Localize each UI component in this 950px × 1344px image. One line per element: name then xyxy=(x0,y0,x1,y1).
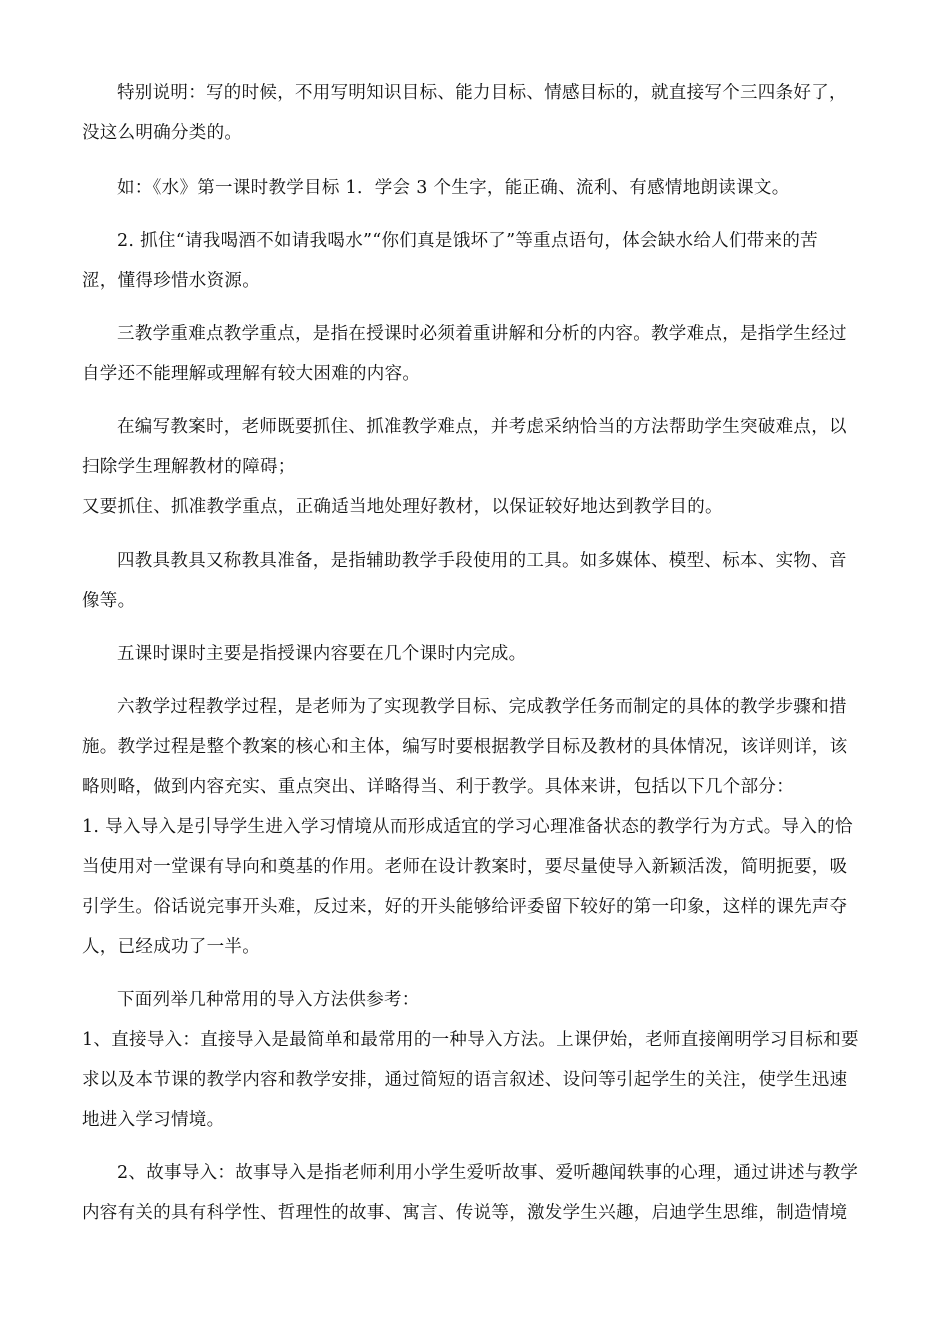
paragraph-line: 特别说明：写的时候，不用写明知识目标、能力目标、情感目标的，就直接写个三四条好了， xyxy=(117,83,847,103)
paragraph-line: 施。教学过程是整个教案的核心和主体，编写时要根据教学目标及教材的具体情况，该详则详，该 xyxy=(82,737,848,757)
paragraph-line: 人，已经成功了一半。 xyxy=(82,937,260,957)
paragraph-line: 像等。 xyxy=(82,591,136,611)
paragraph-line: 自学还不能理解或理解有较大困难的内容。 xyxy=(82,364,421,384)
paragraph-line: 1. 导入导入是引导学生进入学习情境从而形成适宜的学习心理准备状态的教学行为方式。导入的恰 xyxy=(82,817,853,837)
paragraph-line: 内容有关的具有科学性、哲理性的故事、寓言、传说等，激发学生兴趣，启迪学生思维，制造情境 xyxy=(82,1203,848,1223)
paragraph-line: 在编写教案时，老师既要抓住、抓准教学难点，并考虑采纳恰当的方法帮助学生突破难点，以 xyxy=(117,417,847,437)
paragraph-line: 引学生。俗话说完事开头难，反过来，好的开头能够给评委留下较好的第一印象，这样的课先声夺 xyxy=(82,897,848,917)
paragraph-line: 涩，懂得珍惜水资源。 xyxy=(82,271,260,291)
paragraph-line: 五课时课时主要是指授课内容要在几个课时内完成。 xyxy=(117,644,527,664)
paragraph-line: 2、故事导入：故事导入是指老师利用小学生爱听故事、爱听趣闻轶事的心理，通过讲述与教学 xyxy=(117,1163,859,1183)
paragraph-line: 2. 抓住“请我喝酒不如请我喝水”“你们真是饿坏了”等重点语句，体会缺水给人们带来的苦 xyxy=(117,231,818,251)
paragraph-line: 又要抓住、抓准教学重点，正确适当地处理好教材，以保证较好地达到教学目的。 xyxy=(82,497,723,517)
paragraph-line: 三教学重难点教学重点，是指在授课时必须着重讲解和分析的内容。教学难点，是指学生经过 xyxy=(117,324,847,344)
paragraph-line: 求以及本节课的教学内容和教学安排，通过简短的语言叙述、设问等引起学生的关注，使学生迅速 xyxy=(82,1070,848,1090)
paragraph-line: 地进入学习情境。 xyxy=(82,1110,225,1130)
paragraph-line: 没这么明确分类的。 xyxy=(82,123,243,143)
paragraph-line: 略则略，做到内容充实、重点突出、详略得当、利于教学。具体来讲，包括以下几个部分： xyxy=(82,777,794,797)
paragraph-line: 如：《水》第一课时教学目标 1．学会 3 个生字，能正确、流利、有感情地朗读课文。 xyxy=(117,178,790,198)
paragraph-line: 下面列举几种常用的导入方法供参考： xyxy=(117,990,420,1010)
paragraph-line: 1、直接导入：直接导入是最简单和最常用的一种导入方法。上课伊始，老师直接阐明学习目标和要 xyxy=(82,1030,859,1050)
paragraph-line: 六教学过程教学过程，是老师为了实现教学目标、完成教学任务而制定的具体的教学步骤和措 xyxy=(117,697,847,717)
paragraph-line: 当使用对一堂课有导向和奠基的作用。老师在设计教案时，要尽量使导入新颖活泼，简明扼要，吸 xyxy=(82,857,848,877)
paragraph-line: 扫除学生理解教材的障碍； xyxy=(82,457,296,477)
paragraph-line: 四教具教具又称教具准备，是指辅助教学手段使用的工具。如多媒体、模型、标本、实物、音 xyxy=(117,551,847,571)
